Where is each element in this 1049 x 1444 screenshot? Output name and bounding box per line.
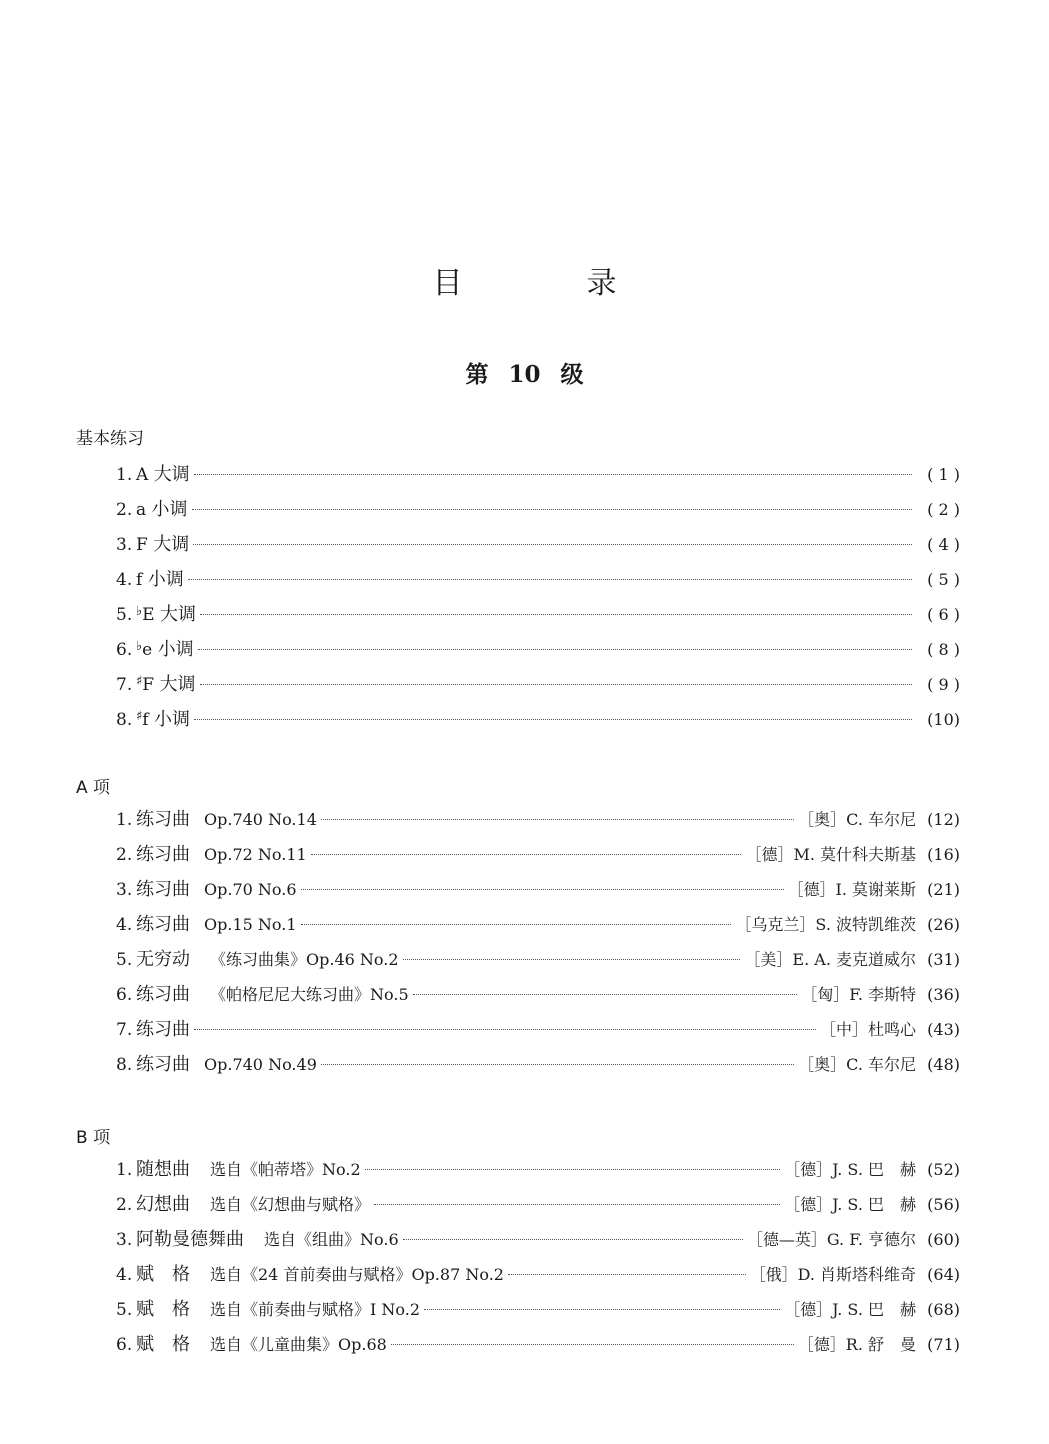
toc-entry[interactable] bbox=[116, 457, 960, 492]
dot-leader bbox=[194, 474, 912, 475]
section-b bbox=[76, 1127, 976, 1362]
entry-page: (60) bbox=[927, 1230, 960, 1249]
toc-entry[interactable] bbox=[116, 872, 960, 907]
entry-title: 练习曲 bbox=[136, 844, 190, 865]
flat-icon: ♭ bbox=[136, 604, 143, 619]
entry-composer: ［奥］C. 车尔尼 bbox=[798, 810, 916, 829]
entry-page: ( 1 ) bbox=[927, 465, 960, 484]
entry-title: 赋 格 bbox=[136, 1264, 190, 1285]
entry-composer: ［中］杜鸣心 bbox=[819, 1020, 916, 1039]
dot-leader bbox=[200, 684, 913, 685]
entry-page: (31) bbox=[927, 950, 960, 969]
entry-number: 2. bbox=[116, 1195, 133, 1215]
dot-leader bbox=[311, 854, 742, 855]
page-title: 目录 bbox=[432, 266, 741, 301]
dot-leader bbox=[301, 924, 732, 925]
entry-title: 练习曲 bbox=[136, 1054, 190, 1075]
dot-leader bbox=[321, 819, 794, 820]
toc-entry[interactable] bbox=[116, 527, 960, 562]
entry-opus: Op.740 No.49 bbox=[204, 1055, 317, 1074]
entry-page: (26) bbox=[927, 915, 960, 934]
dot-leader bbox=[403, 959, 741, 960]
entry-number: 4. bbox=[116, 915, 133, 935]
entry-key: f bbox=[142, 710, 149, 730]
entry-composer: ［德］J. S. 巴 赫 bbox=[784, 1300, 916, 1319]
entry-title: 练习曲 bbox=[136, 809, 190, 830]
entry-composer: ［俄］D. 肖斯塔科维奇 bbox=[749, 1265, 916, 1284]
entry-mode: 小调 bbox=[151, 499, 188, 520]
entry-opus: 选自《幻想曲与赋格》 bbox=[210, 1195, 371, 1214]
entry-key: e bbox=[142, 640, 153, 660]
entry-mode: 大调 bbox=[159, 604, 196, 625]
dot-leader bbox=[194, 719, 912, 720]
toc-entry[interactable] bbox=[116, 977, 960, 1012]
dot-leader bbox=[403, 1239, 743, 1240]
entry-title: 赋 格 bbox=[136, 1299, 190, 1320]
entry-composer: ［德］J. S. 巴 赫 bbox=[784, 1160, 916, 1179]
toc-entry[interactable] bbox=[116, 837, 960, 872]
entry-page: (64) bbox=[927, 1265, 960, 1284]
entry-number: 4. bbox=[116, 570, 133, 590]
entry-number: 6. bbox=[116, 640, 133, 660]
entry-number: 7. bbox=[116, 1020, 133, 1040]
entry-page: (36) bbox=[927, 985, 960, 1004]
entry-key: f bbox=[136, 570, 143, 590]
entry-page: (71) bbox=[927, 1335, 960, 1354]
entry-number: 6. bbox=[116, 985, 133, 1005]
entry-composer: ［德］I. 莫谢莱斯 bbox=[787, 880, 916, 899]
entry-title: 练习曲 bbox=[136, 1019, 190, 1040]
toc-entry[interactable] bbox=[116, 1257, 960, 1292]
entry-key: a bbox=[136, 500, 147, 520]
dot-leader bbox=[200, 614, 912, 615]
toc-entry[interactable] bbox=[116, 802, 960, 837]
entry-composer: ［美］E. A. 麦克道威尔 bbox=[744, 950, 916, 969]
entry-number: 1. bbox=[116, 1160, 133, 1180]
section-title: 基本练习 bbox=[76, 429, 144, 449]
entry-opus: Op.740 No.14 bbox=[204, 810, 317, 829]
entry-mode: 大调 bbox=[153, 534, 190, 555]
entry-page: (48) bbox=[927, 1055, 960, 1074]
dot-leader bbox=[188, 579, 912, 580]
entry-key: A bbox=[136, 465, 149, 485]
entry-composer: ［奥］C. 车尔尼 bbox=[798, 1055, 916, 1074]
entry-key: E bbox=[142, 605, 155, 625]
entry-number: 5. bbox=[116, 605, 133, 625]
entry-page: (43) bbox=[927, 1020, 960, 1039]
dot-leader bbox=[321, 1064, 794, 1065]
entry-page: (52) bbox=[927, 1160, 960, 1179]
entry-title: 赋 格 bbox=[136, 1334, 190, 1355]
entry-number: 3. bbox=[116, 535, 133, 555]
dot-leader bbox=[194, 1029, 816, 1030]
entry-title: 练习曲 bbox=[136, 914, 190, 935]
toc-entry[interactable] bbox=[116, 667, 960, 702]
grade-heading: 第 10 级 bbox=[465, 361, 584, 388]
entry-key: F bbox=[142, 675, 155, 695]
dot-leader bbox=[192, 509, 912, 510]
entry-number: 3. bbox=[116, 1230, 133, 1250]
dot-leader bbox=[413, 994, 798, 995]
entry-opus: Op.15 No.1 bbox=[204, 915, 297, 934]
entry-number: 7. bbox=[116, 675, 133, 695]
entry-key: F bbox=[136, 535, 148, 555]
entry-opus: 《练习曲集》Op.46 No.2 bbox=[210, 950, 399, 969]
entry-page: (56) bbox=[927, 1195, 960, 1214]
entry-mode: 大调 bbox=[153, 464, 190, 485]
toc-entry[interactable] bbox=[116, 702, 960, 737]
entry-composer: ［乌克兰］S. 波特凯维茨 bbox=[735, 915, 916, 934]
entry-title: 阿勒曼德舞曲 bbox=[136, 1229, 244, 1250]
flat-icon: ♭ bbox=[136, 639, 143, 654]
entry-opus: 《帕格尼尼大练习曲》No.5 bbox=[210, 985, 409, 1004]
dot-leader bbox=[424, 1309, 780, 1310]
entry-number: 3. bbox=[116, 880, 133, 900]
toc-entry[interactable] bbox=[116, 1292, 960, 1327]
entry-composer: ［德］R. 舒 曼 bbox=[797, 1335, 916, 1354]
entry-composer: ［德］M. 莫什科夫斯基 bbox=[745, 845, 916, 864]
entry-page: (21) bbox=[927, 880, 960, 899]
toc-entry[interactable] bbox=[116, 632, 960, 667]
section-basic-exercises bbox=[76, 428, 976, 737]
entry-number: 5. bbox=[116, 1300, 133, 1320]
toc-entry[interactable] bbox=[116, 597, 960, 632]
entry-page: ( 4 ) bbox=[927, 535, 960, 554]
entry-page: ( 2 ) bbox=[927, 500, 960, 519]
entry-mode: 小调 bbox=[154, 709, 190, 730]
entry-opus: 选自《24 首前奏曲与赋格》Op.87 No.2 bbox=[210, 1265, 504, 1284]
entry-opus: 选自《儿童曲集》Op.68 bbox=[210, 1335, 387, 1354]
toc-entry[interactable] bbox=[116, 1327, 960, 1362]
entry-number: 2. bbox=[116, 845, 133, 865]
dot-leader bbox=[391, 1344, 794, 1345]
entry-number: 4. bbox=[116, 1265, 133, 1285]
toc-entry[interactable] bbox=[116, 1047, 960, 1082]
section-title: A 项 bbox=[76, 778, 111, 798]
dot-leader bbox=[193, 544, 912, 545]
entry-mode: 大调 bbox=[159, 674, 196, 695]
entry-title: 练习曲 bbox=[136, 984, 190, 1005]
dot-leader bbox=[365, 1169, 780, 1170]
dot-leader bbox=[301, 889, 784, 890]
entry-number: 2. bbox=[116, 500, 133, 520]
toc-entry[interactable] bbox=[116, 1222, 960, 1257]
entry-number: 8. bbox=[116, 1055, 133, 1075]
toc-entry[interactable] bbox=[116, 1152, 960, 1187]
entry-opus: 选自《帕蒂塔》No.2 bbox=[210, 1160, 361, 1179]
entry-title: 练习曲 bbox=[136, 879, 190, 900]
entry-mode: 小调 bbox=[147, 569, 184, 590]
entry-mode: 小调 bbox=[157, 639, 194, 660]
entry-title: 无穷动 bbox=[136, 949, 190, 970]
section-a bbox=[76, 777, 976, 1082]
dot-leader bbox=[198, 649, 912, 650]
entry-title: 幻想曲 bbox=[136, 1194, 190, 1215]
section-title: B 项 bbox=[76, 1128, 111, 1148]
entry-page: ( 5 ) bbox=[927, 570, 960, 589]
entry-page: ( 9 ) bbox=[927, 675, 960, 694]
entry-page: (68) bbox=[927, 1300, 960, 1319]
entry-opus: 选自《组曲》No.6 bbox=[264, 1230, 399, 1249]
entry-page: (10) bbox=[927, 710, 960, 729]
entry-page: ( 6 ) bbox=[927, 605, 960, 624]
entry-page: (16) bbox=[927, 845, 960, 864]
entry-composer: ［德］J. S. 巴 赫 bbox=[784, 1195, 916, 1214]
entry-composer: ［德—英］G. F. 亨德尔 bbox=[746, 1230, 916, 1249]
sharp-icon: ♯ bbox=[136, 709, 143, 724]
entry-page: (12) bbox=[927, 810, 960, 829]
entry-opus: 选自《前奏曲与赋格》I No.2 bbox=[210, 1300, 421, 1319]
entry-number: 8. bbox=[116, 710, 133, 730]
toc-entry[interactable] bbox=[116, 562, 960, 597]
entry-number: 1. bbox=[116, 810, 133, 830]
toc-entry[interactable] bbox=[116, 942, 960, 977]
entry-number: 6. bbox=[116, 1335, 133, 1355]
entry-composer: ［匈］F. 李斯特 bbox=[801, 985, 916, 1004]
toc-entry[interactable] bbox=[116, 492, 960, 527]
entry-page: ( 8 ) bbox=[927, 640, 960, 659]
dot-leader bbox=[374, 1204, 780, 1205]
entry-opus: Op.72 No.11 bbox=[204, 845, 307, 864]
entry-opus: Op.70 No.6 bbox=[204, 880, 297, 899]
sharp-icon: ♯ bbox=[136, 674, 143, 689]
dot-leader bbox=[508, 1274, 746, 1275]
entry-number: 1. bbox=[116, 465, 133, 485]
toc-entry[interactable] bbox=[116, 1187, 960, 1222]
entry-number: 5. bbox=[116, 950, 133, 970]
entry-title: 随想曲 bbox=[136, 1159, 190, 1180]
toc-entry[interactable] bbox=[116, 907, 960, 942]
toc-entry[interactable] bbox=[116, 1012, 960, 1047]
